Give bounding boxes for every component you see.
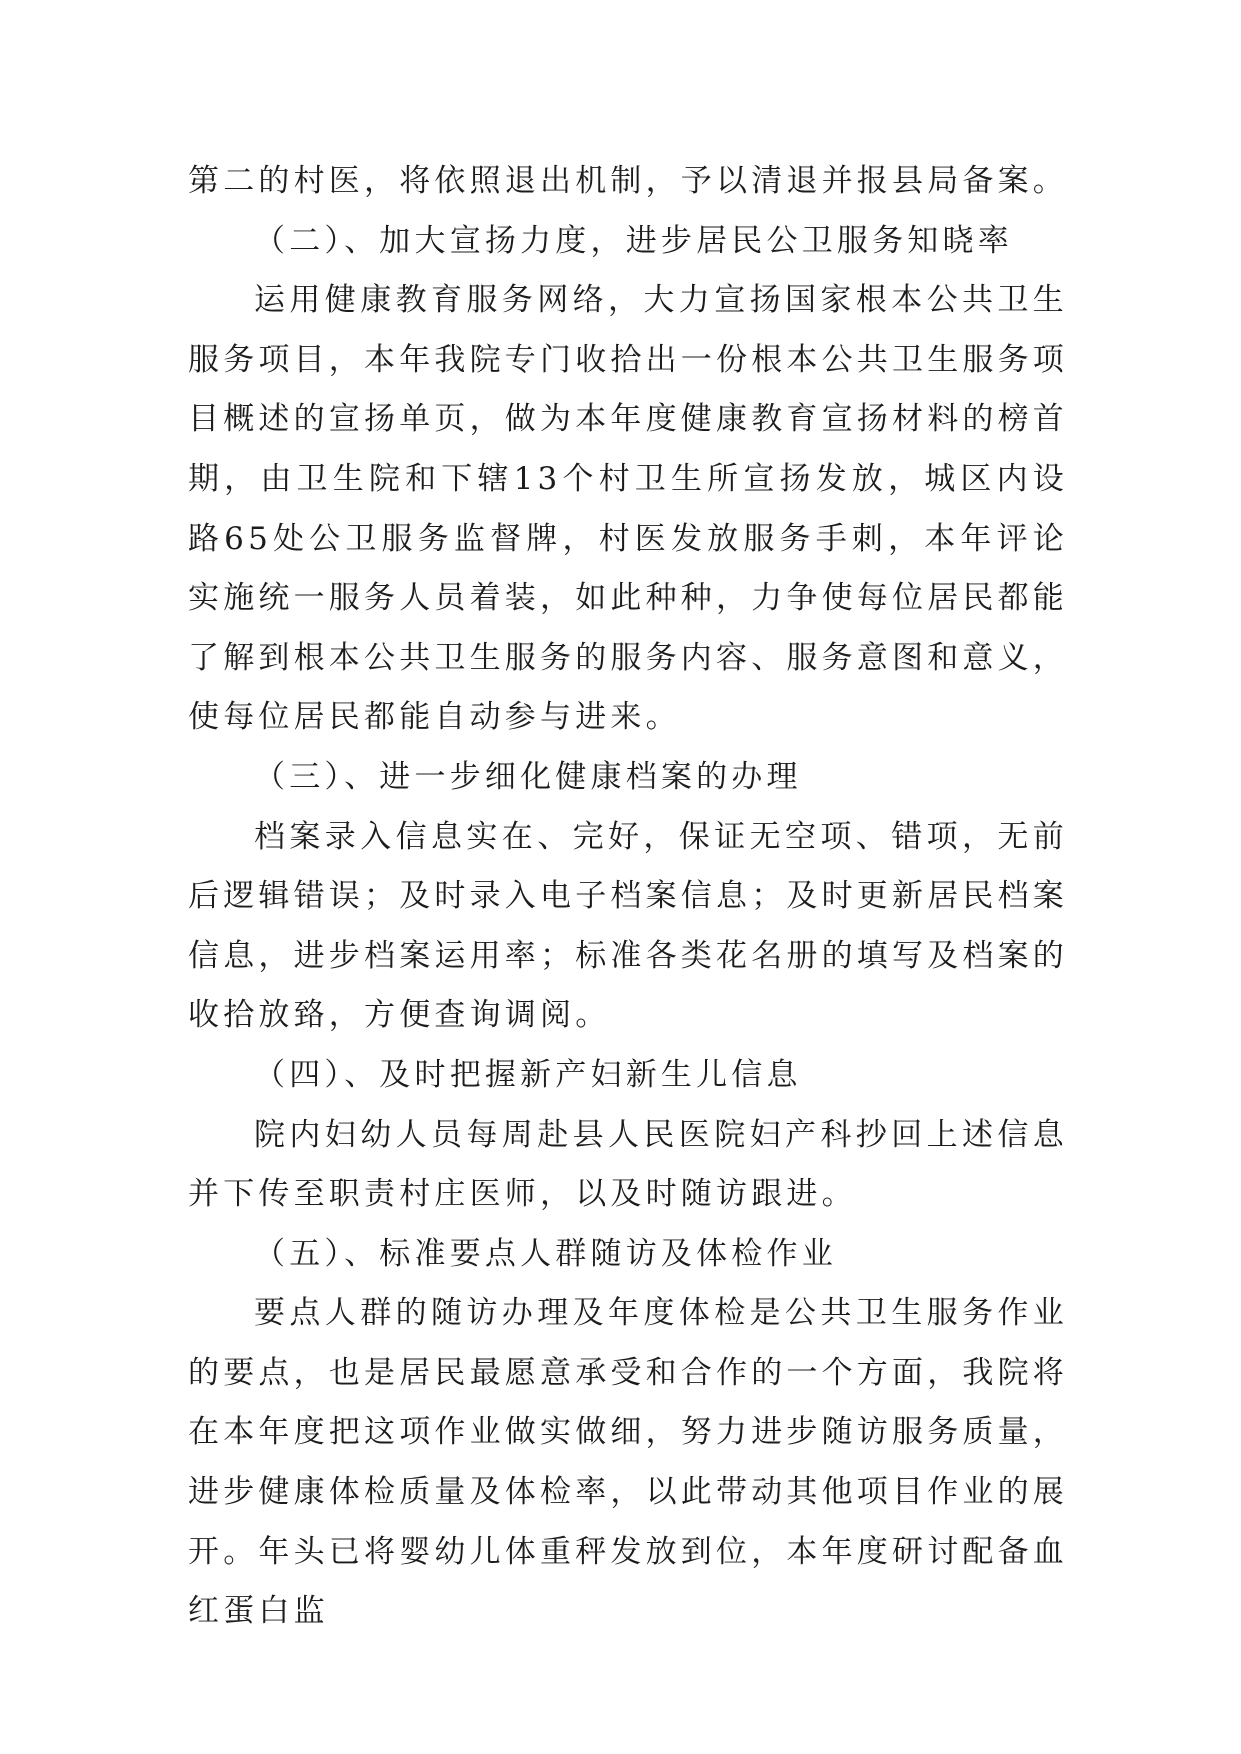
document-body bbox=[188, 152, 1068, 1642]
paragraph-maternal-info: 院内妇幼人员每周赴县人民医院妇产科抄回上述信息并下传至职责村庄医师，以及时随访跟进。 bbox=[188, 1116, 1068, 1213]
section-heading-4: （四）、及时把握新产妇新生儿信息 bbox=[254, 1056, 802, 1093]
paragraph-continuation: 第二的村医，将依照退出机制，予以清退并报县局备案。 bbox=[188, 163, 1068, 199]
paragraph-archives: 档案录入信息实在、完好，保证无空项、错项，无前后逻辑错误；及时录入电子档案信息；及时更新居民档案信息，进步档案运用率；标准各类花名册的填写及档案的收拾放臵，方便查询调阅。 bbox=[188, 818, 1068, 1034]
paragraph-key-groups: 要点人群的随访办理及年度体检是公共卫生服务作业的要点，也是居民最愿意承受和合作的一个方面，我院将在本年度把这项作业做实做细，努力进步随访服务质量，进步健康体检质量及体检率，以此带动其他项目作业的展开。年头已将婴幼儿体重秤发放到位，本年度研讨配备血红蛋白监 bbox=[188, 1295, 1068, 1630]
section-heading-5: （五）、标准要点人群随访及体检作业 bbox=[254, 1235, 837, 1272]
paragraph-publicity: 运用健康教育服务网络，大力宣扬国家根本公共卫生服务项目，本年我院专门收拾出一份根本公共卫生服务项目概述的宣扬单页，做为本年度健康教育宣扬材料的榜首期，由卫生院和下辖13个村卫生所宣扬发放，城区内设路65处公卫服务监督牌，村医发放服务手刺，本年评论实施统一服务人员着装，如此种种，力争使每位居民都能了解到根本公共卫生服务的服务内容、服务意图和意义，使每位居民都能自动参与进来。 bbox=[188, 282, 1068, 736]
section-heading-2: （二）、加大宣扬力度，进步居民公卫服务知晓率 bbox=[254, 222, 1013, 259]
section-heading-3: （三）、进一步细化健康档案的办理 bbox=[254, 758, 802, 795]
